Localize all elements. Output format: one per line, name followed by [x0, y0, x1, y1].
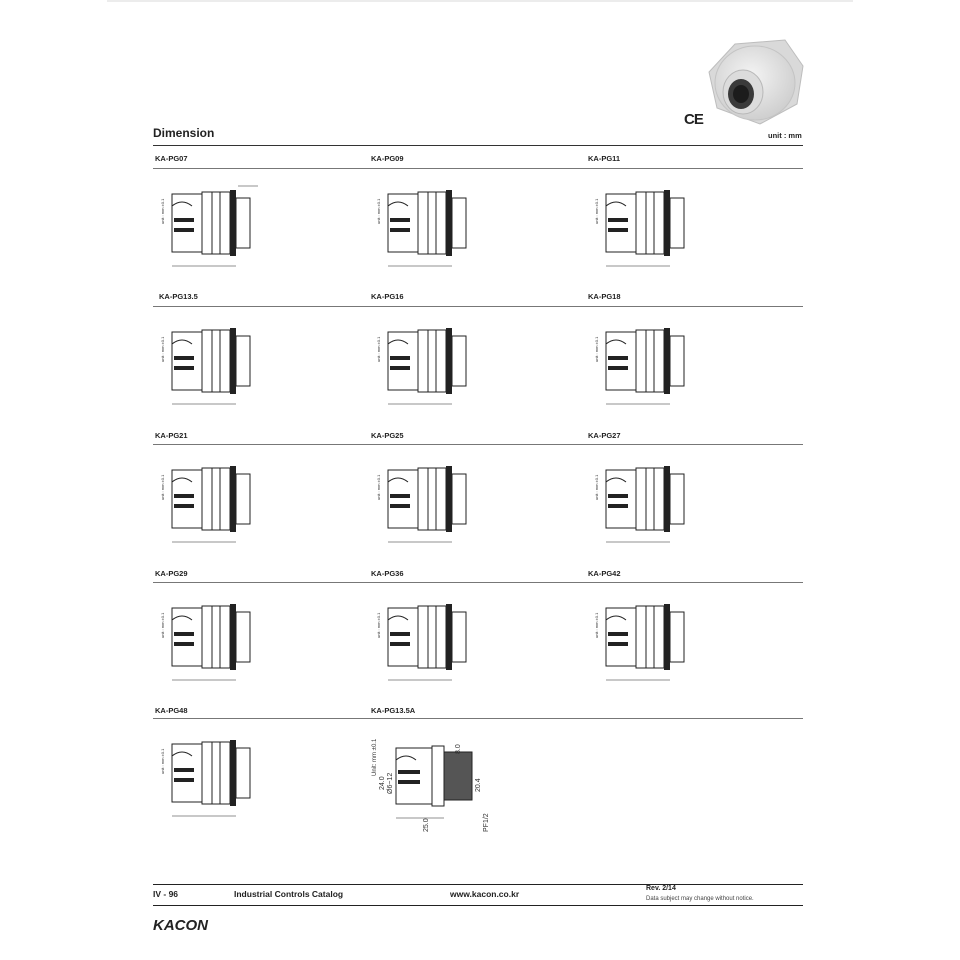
notice: Data subject may change without notice.: [646, 896, 754, 902]
model-label: KA-PG21: [155, 431, 188, 440]
header-rule: [153, 145, 803, 146]
unit-note: unit : mm ±0.1: [160, 612, 165, 638]
cable-gland-photo: [705, 36, 805, 126]
row-rule: [153, 718, 803, 719]
unit-note: unit : mm ±0.1: [594, 198, 599, 224]
model-label: KA-PG09: [371, 154, 404, 163]
dimension-drawing: [586, 590, 706, 690]
dim-thread-len: 8.0: [455, 744, 462, 754]
row-rule: [153, 306, 803, 307]
unit-note: unit : mm ±0.1: [376, 336, 381, 362]
footer-rule-bottom: [153, 905, 803, 906]
model-label: KA-PG36: [371, 569, 404, 578]
dim-height: 24.0: [379, 776, 386, 790]
dimension-drawing: [152, 590, 272, 690]
dimension-drawing: [368, 314, 488, 414]
model-label: KA-PG18: [588, 292, 621, 301]
ce-mark: CE: [684, 111, 703, 128]
dim-len: 25.0: [423, 818, 430, 832]
unit-note: unit : mm ±0.1: [594, 474, 599, 500]
dimension-drawing: [368, 176, 488, 276]
dim-range: Ø6~12: [387, 772, 394, 794]
website-link[interactable]: www.kacon.co.kr: [450, 889, 520, 899]
dimension-drawing: [152, 452, 272, 552]
unit-note: unit : mm ±0.1: [376, 198, 381, 224]
unit-note: unit : mm ±0.1: [376, 474, 381, 500]
unit-note: unit : mm ±0.1: [376, 612, 381, 638]
dimension-drawing: [152, 726, 272, 826]
page-title: Dimension: [153, 126, 215, 140]
unit-note: unit : mm ±0.1: [160, 474, 165, 500]
logo-text: KACON: [153, 917, 208, 934]
unit-note: unit : mm ±0.1: [160, 336, 165, 362]
top-edge-line: [107, 0, 853, 2]
unit-note: unit : mm ±0.1: [594, 612, 599, 638]
row-rule: [153, 444, 803, 445]
model-label: KA-PG13.5A: [371, 706, 416, 715]
unit-note: unit : mm ±0.1: [160, 748, 165, 774]
unit-note: Unit: mm ±0.1: [372, 738, 378, 776]
model-label: KA-PG42: [588, 569, 621, 578]
revision: Rev. 2/14: [646, 885, 676, 892]
unit-note: unit : mm ±0.1: [594, 336, 599, 362]
model-label: KA-PG16: [371, 292, 404, 301]
model-label: KA-PG11: [588, 154, 621, 163]
page-number: IV - 96: [153, 889, 179, 899]
thread-spec: PF1/2: [483, 813, 490, 832]
catalog-title: Industrial Controls Catalog: [234, 889, 344, 899]
model-label: KA-PG48: [155, 706, 188, 715]
model-label: KA-PG07: [155, 154, 188, 163]
dimension-drawing: [152, 314, 272, 414]
dimension-drawing: [586, 314, 706, 414]
dimension-drawing: [368, 452, 488, 552]
unit-note: unit : mm ±0.1: [160, 198, 165, 224]
footer-rule-top: [153, 884, 803, 885]
unit-label: unit : mm: [768, 131, 802, 140]
kacon-logo: [153, 914, 223, 934]
dimension-drawing: [586, 176, 706, 276]
dimension-drawing: [152, 176, 272, 276]
model-label: KA-PG13.5: [159, 292, 198, 301]
model-label: KA-PG29: [155, 569, 188, 578]
row-rule: [153, 168, 803, 169]
dim-thread-dia: 20.4: [475, 778, 482, 792]
dimension-drawing: [586, 452, 706, 552]
model-label: KA-PG27: [588, 431, 621, 440]
row-rule: [153, 582, 803, 583]
dimension-drawing: [368, 590, 488, 690]
model-label: KA-PG25: [371, 431, 404, 440]
dimension-drawing-pg13-5a: [368, 726, 498, 836]
